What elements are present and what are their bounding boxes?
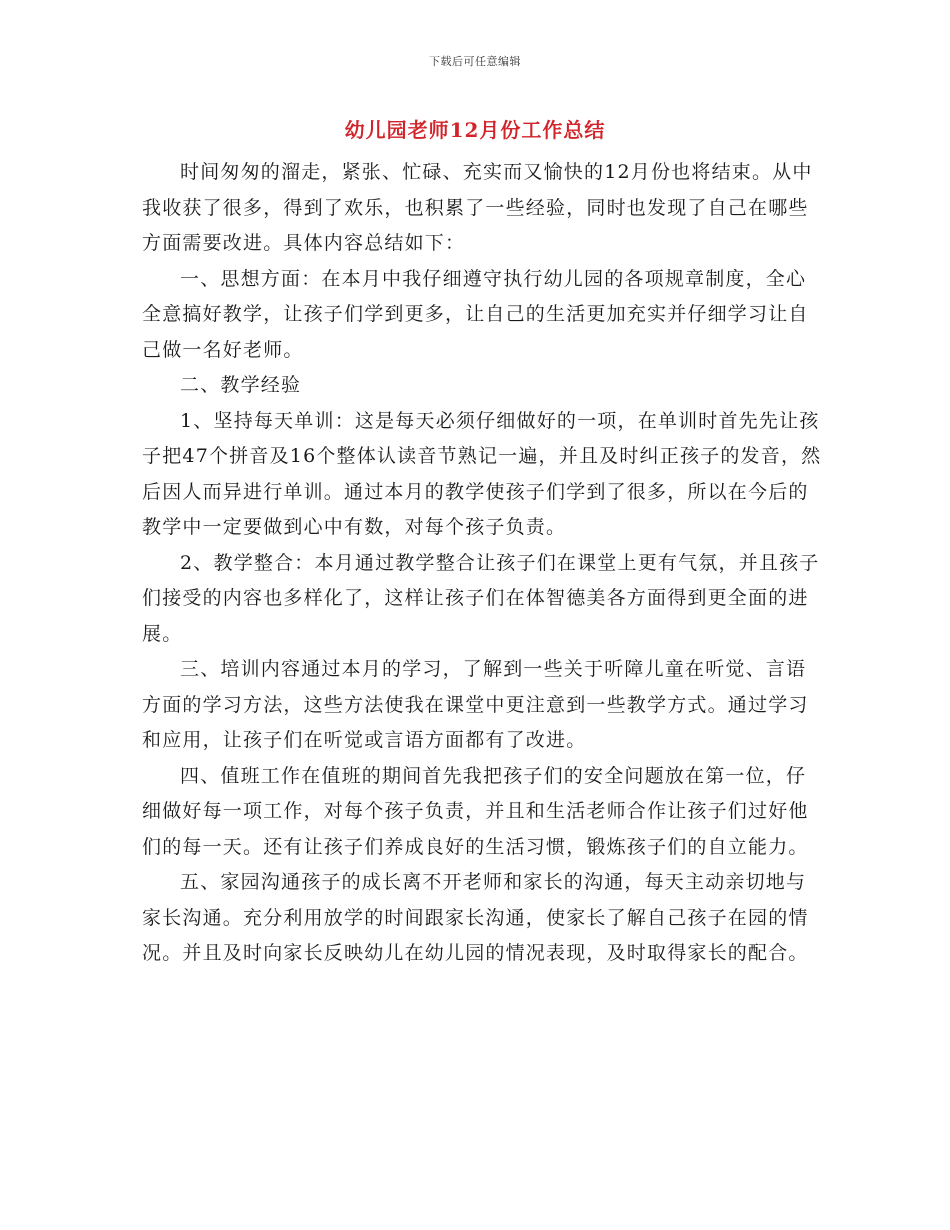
paragraph-duty: 四、值班工作在值班的期间首先我把孩子们的安全问题放在第一位，仔细做好每一项工作，对每个孩子负责，并且和生活老师合作让孩子们过好他们的每一天。还有让孩子们养成良好的生活习惯，锻炼孩子们的自立能力。 — [142, 764, 809, 858]
paragraph-training-content: 三、培训内容通过本月的学习，了解到一些关于听障儿童在听觉、言语方面的学习方法，这些方法使我在课堂中更注意到一些教学方式。通过学习和应用，让孩子们在听觉或言语方面都有了改进。 — [142, 658, 809, 751]
paragraph-thought: 一、思想方面：在本月中我仔细遵守执行幼儿园的各项规章制度，全心全意搞好教学，让孩子们学到更多，让自己的生活更加充实并仔细学习让自己做一名好老师。 — [142, 267, 809, 361]
paragraph-integration: 2、教学整合：本月通过教学整合让孩子们在课堂上更有气氛，并且孩子们接受的内容也多样化了，这样让孩子们在体智德美各方面得到更全面的进展。 — [142, 551, 820, 645]
paragraph-intro: 时间匆匆的溜走，紧张、忙碌、充实而又愉快的12月份也将结束。从中我收获了很多，得到了欢乐，也积累了一些经验，同时也发现了自己在哪些方面需要改进。具体内容总结如下： — [142, 161, 813, 254]
paragraph-daily-training: 1、坚持每天单训：这是每天必须仔细做好的一项，在单训时首先先让孩子把47个拼音及16个整体认读音节熟记一遍，并且及时纠正孩子的发音，然后因人而异进行单训。通过本月的教学使孩子们学到了很多，所以在今后的教学中一定要做到心中有数，对每个孩子负责。 — [142, 409, 822, 538]
document-title: 幼儿园老师12月份工作总结 — [344, 118, 606, 142]
paragraph-home-school: 五、家园沟通孩子的成长离不开老师和家长的沟通，每天主动亲切地与家长沟通。充分利用放学的时间跟家长沟通，使家长了解自己孩子在园的情况。并且及时向家长反映幼儿在幼儿园的情况表现，及时取得家长的配合。 — [142, 871, 809, 964]
header-note: 下载后可任意编辑 — [429, 55, 521, 68]
paragraph-teaching-heading: 二、教学经验 — [180, 374, 302, 396]
document-body — [142, 155, 822, 972]
